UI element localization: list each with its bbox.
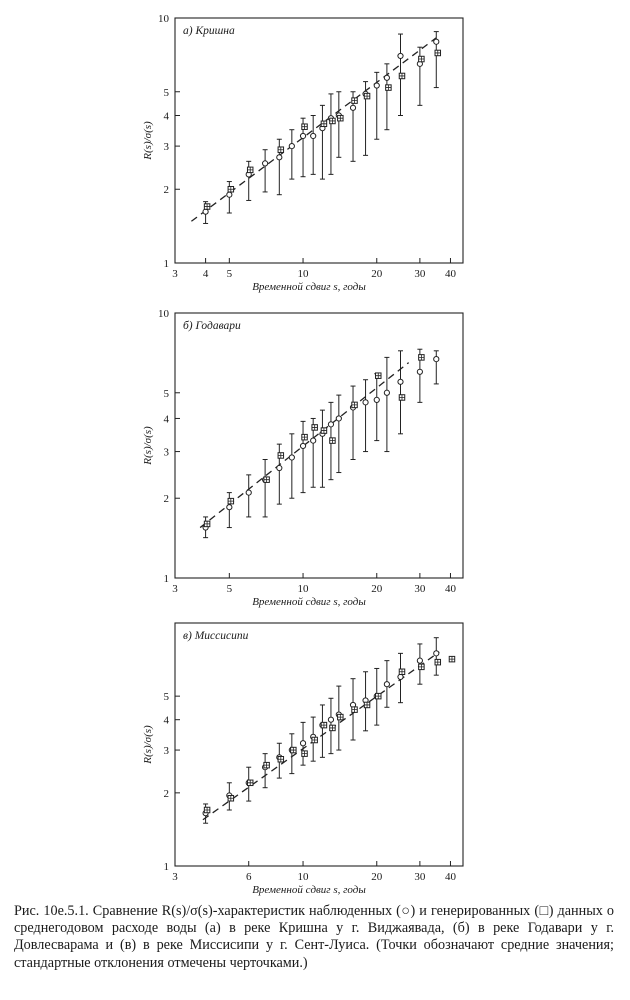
observed-point	[277, 465, 282, 470]
trend-line	[203, 652, 439, 820]
observed-point	[434, 356, 439, 361]
observed-point	[300, 741, 305, 746]
y-tick-label: 3	[163, 446, 169, 459]
x-tick-label: 3	[172, 268, 178, 280]
x-tick-label: 6	[245, 871, 252, 883]
figure-caption	[14, 903, 614, 972]
observed-point	[398, 53, 403, 58]
observed-point	[363, 400, 368, 405]
x-tick-label: 30	[414, 583, 426, 595]
observed-point	[246, 490, 251, 495]
observed-point	[417, 658, 422, 663]
y-tick-label: 1	[163, 258, 169, 270]
y-tick-label: 2	[163, 787, 169, 800]
observed-point	[300, 443, 305, 448]
y-tick-label: 3	[163, 141, 169, 154]
x-tick-label: 40	[444, 871, 456, 883]
x-tick-label: 5	[226, 268, 233, 280]
observed-point	[336, 416, 341, 421]
x-tick-label: 4	[202, 268, 209, 280]
caption-text: Рис. 10е.5.1. Сравнение R(s)/σ(s)-характеристик наблюденных (○) и генерированных (□) данных о среднегодовом расходе воды (а) в реке Кришна у г. Виджаявада, (б) в реке Годавари у г. Довлесварама и (в) в реке Миссисипи у г. Сент-Луиса. (Точки обозначают средние значения; стандартные отклонения отмечены черточками.)	[14, 903, 614, 971]
x-tick-label: 3	[172, 583, 178, 595]
y-axis-label: R(s)/σ(s)	[142, 426, 154, 465]
y-tick-label: 3	[163, 745, 169, 758]
observed-point	[417, 369, 422, 374]
y-tick-label: 2	[163, 493, 169, 506]
observed-point	[203, 209, 208, 214]
y-tick-label: 4	[163, 413, 169, 426]
x-tick-label: 5	[226, 583, 233, 595]
observed-point	[384, 390, 389, 395]
observed-point	[311, 133, 316, 138]
x-tick-label: 20	[371, 583, 383, 595]
y-tick-label: 4	[163, 110, 169, 123]
chart-panel-2	[142, 308, 463, 608]
y-tick-label: 1	[163, 573, 169, 585]
x-axis-label: Временной сдвиг s, годы	[252, 281, 366, 293]
observed-point	[227, 505, 232, 510]
x-tick-label: 40	[444, 583, 456, 595]
y-tick-label: 1	[163, 861, 169, 873]
observed-point	[398, 379, 403, 384]
observed-point	[374, 397, 379, 402]
y-tick-label: 10	[158, 308, 169, 320]
y-tick-label: 2	[163, 184, 169, 197]
panel-title: а) Кришна	[183, 25, 235, 37]
observed-point	[384, 75, 389, 80]
y-tick-label: 5	[163, 86, 169, 99]
observed-point	[311, 438, 316, 443]
x-tick-label: 10	[297, 871, 309, 883]
x-tick-label: 10	[297, 583, 309, 595]
observed-point	[328, 422, 333, 427]
observed-point	[384, 682, 389, 687]
y-axis-label: R(s)/σ(s)	[142, 725, 154, 764]
x-tick-label: 20	[371, 871, 383, 883]
x-tick-label: 40	[444, 268, 456, 280]
chart-panel-3	[142, 623, 463, 896]
y-axis-label: R(s)/σ(s)	[142, 121, 154, 160]
panel-title: в) Миссисипи	[183, 630, 249, 642]
observed-point	[374, 83, 379, 88]
panel-title: б) Годавари	[183, 320, 241, 332]
x-tick-label: 20	[371, 268, 383, 280]
observed-point	[277, 155, 282, 160]
y-tick-label: 10	[158, 13, 169, 25]
x-tick-label: 30	[414, 871, 426, 883]
x-tick-label: 3	[172, 871, 178, 883]
observed-point	[289, 455, 294, 460]
x-tick-label: 30	[414, 268, 426, 280]
x-axis-label: Временной сдвиг s, годы	[252, 596, 366, 608]
y-tick-label: 5	[163, 691, 169, 704]
observed-point	[434, 651, 439, 656]
y-tick-label: 4	[163, 714, 169, 727]
observed-point	[350, 105, 355, 110]
observed-point	[328, 717, 333, 722]
x-tick-label: 10	[297, 268, 309, 280]
observed-point	[263, 161, 268, 166]
observed-point	[300, 133, 305, 138]
x-axis-label: Временной сдвиг s, годы	[252, 884, 366, 896]
observed-point	[434, 39, 439, 44]
chart-panel-1	[142, 13, 463, 293]
observed-point	[289, 144, 294, 149]
observed-point	[398, 674, 403, 679]
observed-point	[227, 192, 232, 197]
y-tick-label: 5	[163, 387, 169, 400]
